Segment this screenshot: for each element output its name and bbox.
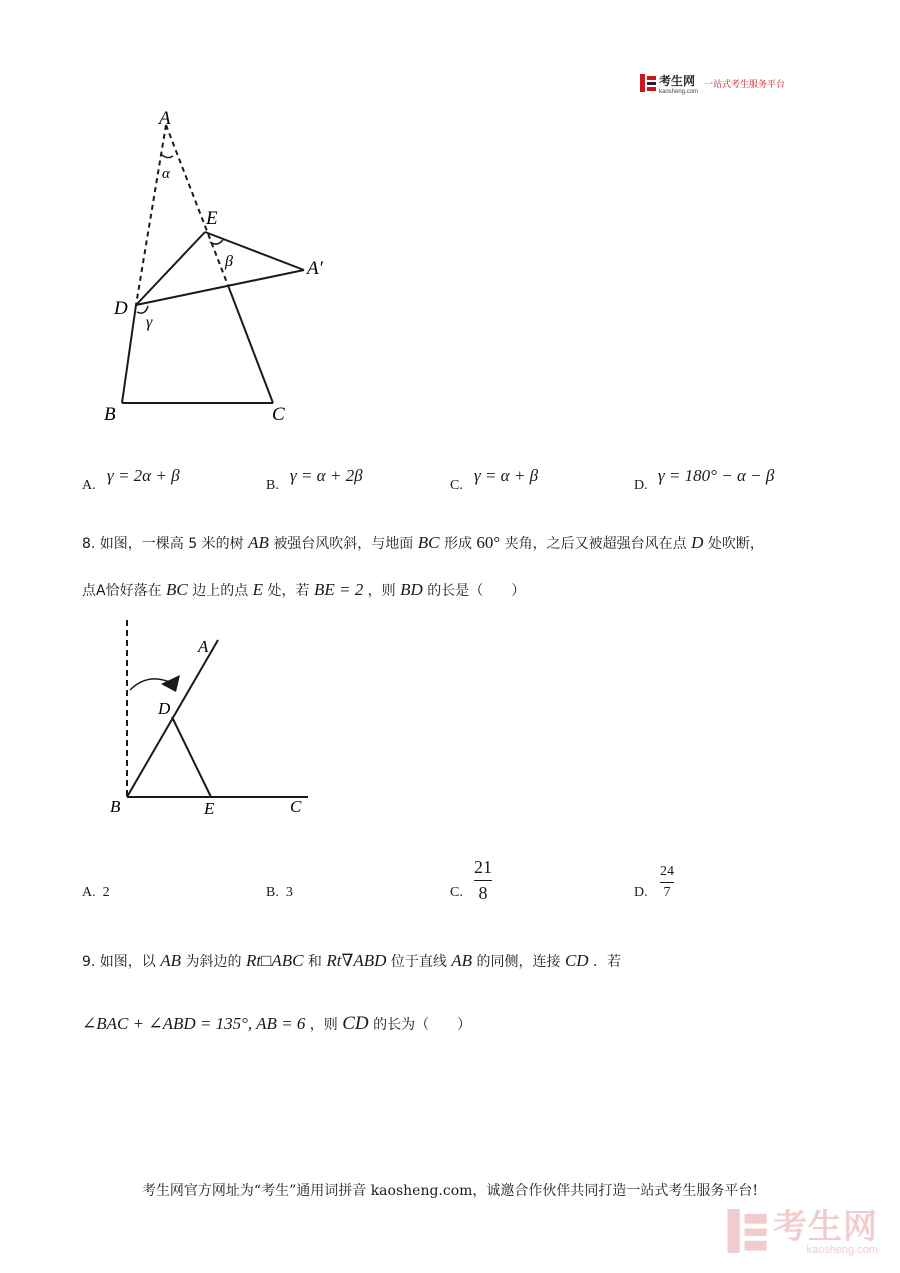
- q9-math-rt-abc: Rt□ABC: [245, 951, 304, 970]
- label-C: C: [290, 797, 302, 816]
- q9-text: 位于直线: [390, 954, 447, 970]
- header-logo[interactable]: [640, 72, 785, 94]
- q7-option-b[interactable]: [266, 478, 279, 494]
- label-alpha: α: [162, 166, 170, 182]
- rotation-arrowhead-icon: [161, 675, 180, 692]
- q7-option-a[interactable]: [82, 478, 96, 494]
- q8-option-d-fraction: [660, 864, 674, 901]
- q9-text: ．若: [593, 954, 622, 970]
- q8-option-d[interactable]: [634, 885, 648, 901]
- label-D: D: [114, 298, 128, 319]
- q7-option-b-expr: γ = α + 2β: [290, 466, 363, 485]
- watermark-logo-icon: [727, 1209, 767, 1257]
- logo-name: 考生网: [659, 74, 696, 88]
- denominator: 7: [663, 885, 671, 900]
- kaosheng-logo-icon: [640, 74, 656, 92]
- label-B: B: [110, 797, 121, 816]
- option-label: A.: [82, 885, 96, 900]
- q8-text: ，则: [367, 583, 396, 599]
- segment-EC: [229, 288, 273, 403]
- q8-math-bd: BD: [400, 580, 423, 599]
- page-footer: 考生网官方网址为“考生”通用词拼音 kaosheng.com，诚邀合作伙伴共同打造一站式考生服务平台!: [141, 1183, 759, 1199]
- q8-math-e: E: [252, 580, 264, 599]
- q8-line-1: [82, 533, 764, 553]
- q7-figure: [90, 100, 350, 430]
- q7-option-d-expr: γ = 180° − α − β: [658, 466, 775, 485]
- watermark-name: 考生网: [773, 1207, 878, 1247]
- q8-text: 8. 如图，一棵高 5 米的树: [82, 536, 244, 552]
- q8-math-deg: 60°: [476, 533, 501, 552]
- q8-math-bc: BC: [417, 533, 440, 552]
- logo-url: kaosheng.com: [659, 89, 699, 95]
- q9-math-cd: CD: [564, 951, 589, 970]
- label-E: E: [204, 799, 215, 818]
- q8-math-bc: BC: [166, 580, 188, 599]
- q8-option-c-fraction: [474, 857, 492, 904]
- segment-EA-prime: [205, 232, 304, 270]
- q8-figure: [100, 610, 320, 825]
- q8-text: 被强台风吹斜，与地面: [273, 536, 414, 552]
- q8-text: 的长是（ ）: [427, 583, 526, 599]
- angle-alpha-arc: [161, 154, 173, 158]
- option-label: D.: [634, 478, 648, 493]
- q9-math-ab: AB: [451, 951, 473, 970]
- option-value: 2: [102, 885, 110, 900]
- q8-text: 形成: [443, 536, 472, 552]
- q9-math-ab: AB: [160, 951, 182, 970]
- option-label: B.: [266, 885, 279, 900]
- option-label: C.: [450, 478, 463, 493]
- option-value: 3: [285, 885, 293, 900]
- logo-text: [659, 70, 698, 96]
- q8-text: 点A恰好落在: [82, 583, 162, 599]
- angle-gamma-arc: [137, 306, 148, 313]
- segment-DE: [172, 717, 211, 797]
- option-label: C.: [450, 885, 463, 900]
- q8-math-ab: AB: [248, 533, 269, 552]
- label-A: A: [198, 637, 209, 656]
- label-D: D: [158, 699, 171, 718]
- q7-option-a-expr: γ = 2α + β: [107, 466, 180, 485]
- logo-slogan: 一站式考生服务平台: [704, 79, 786, 90]
- angle-beta-arc: [210, 240, 223, 244]
- q9-text: 的长为（ ）: [373, 1017, 472, 1033]
- numerator: 21: [474, 857, 492, 877]
- numerator: 24: [660, 864, 674, 879]
- q8-math-d: D: [691, 533, 704, 552]
- label-E: E: [206, 208, 218, 229]
- q8-option-b[interactable]: [266, 885, 293, 901]
- segment-DB: [122, 305, 136, 403]
- q8-option-c[interactable]: [450, 885, 463, 901]
- option-label: D.: [634, 885, 648, 900]
- option-label: B.: [266, 478, 279, 493]
- watermark: [727, 1209, 878, 1257]
- q7-option-c-expr: γ = α + β: [474, 466, 539, 485]
- fraction-bar: [660, 882, 674, 883]
- q8-text: 夹角，之后又被超强台风在点: [504, 536, 687, 552]
- label-B: B: [104, 404, 116, 425]
- label-A-prime: A′: [307, 258, 323, 279]
- watermark-text: [773, 1207, 878, 1256]
- label-gamma: γ: [146, 314, 153, 331]
- label-C: C: [272, 404, 285, 425]
- label-A: A: [159, 108, 171, 129]
- q9-line-1: [82, 951, 621, 971]
- q8-option-a[interactable]: [82, 885, 110, 901]
- q9-math-angle-expr: ∠BAC + ∠ABD = 135°, AB = 6: [82, 1014, 306, 1033]
- q8-text: 处，若: [267, 583, 310, 599]
- q9-text: 9. 如图，以: [82, 954, 156, 970]
- q9-math-cd: CD: [342, 1013, 369, 1034]
- segment-DA-prime: [136, 270, 304, 305]
- q9-text: 和: [307, 954, 322, 970]
- q7-option-c[interactable]: [450, 478, 463, 494]
- q9-line-2: [82, 1013, 471, 1035]
- watermark-url: kaosheng.com: [806, 1244, 878, 1256]
- denominator: 8: [478, 883, 488, 903]
- q8-line-2: [82, 580, 525, 600]
- q9-text: 为斜边的: [185, 954, 242, 970]
- q8-text: 处吹断，: [707, 536, 764, 552]
- q9-math-rt-abd: Rt∇ABD: [326, 951, 387, 970]
- q8-text: 边上的点: [192, 583, 249, 599]
- label-beta: β: [225, 253, 233, 270]
- q9-text: 的同侧，连接: [476, 954, 561, 970]
- q8-math-be: BE = 2: [313, 580, 364, 599]
- option-label: A.: [82, 478, 96, 493]
- q7-option-d[interactable]: [634, 478, 648, 494]
- q9-text: ，则: [309, 1017, 338, 1033]
- fraction-bar: [474, 880, 492, 881]
